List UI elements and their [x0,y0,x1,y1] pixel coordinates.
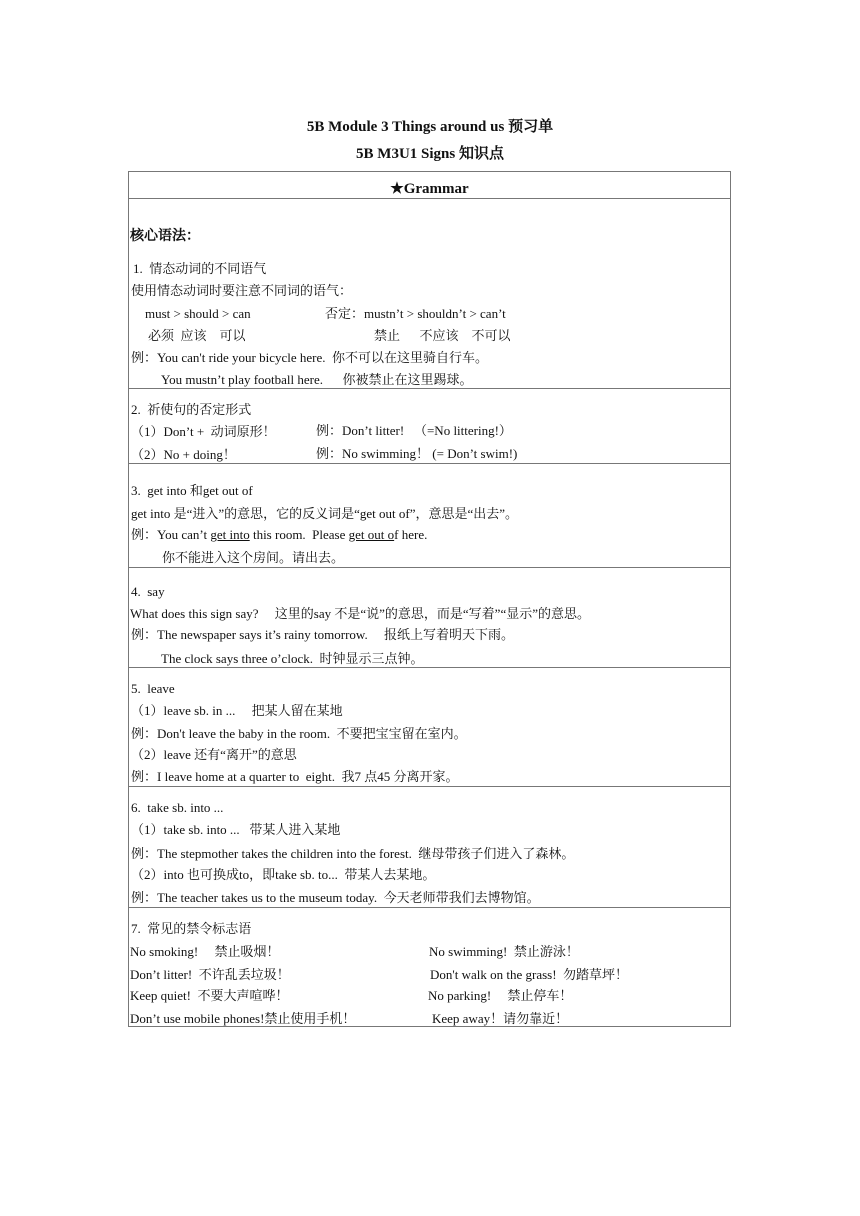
s5-heading: 5. leave [131,681,175,696]
s5-point-2: （2）leave 还有“离开”的意思 [131,747,297,762]
s6-point-2: （2）into 也可换成to，即take sb. to... 带某人去某地。 [131,867,436,882]
sign-dont-use-phones: Don’t use mobile phones!禁止使用手机！ [130,1011,356,1026]
s5-point-1: （1）leave sb. in ... 把某人留在某地 [131,703,343,718]
core-grammar-label: 核心语法： [130,229,200,244]
s2-rule-2: （2）No + doing！ [131,447,236,462]
sign-no-parking: No parking! 禁止停车！ [428,988,573,1003]
grammar-header: ★Grammar [390,181,469,197]
s4-example-2: The clock says three o’clock. 时钟显示三点钟。 [161,651,424,666]
s5-example-1: 例：Don't leave the baby in the room. 不要把宝宝留在室内。 [131,726,467,741]
grammar-table [128,171,731,1027]
s2-example-2: 例：No swimming！ (= Don’t swim!) [316,446,518,461]
s2-heading: 2. 祈使句的否定形式 [131,402,252,417]
divider [129,907,730,908]
s1-intro: 使用情态动词时要注意不同词的语气： [131,283,353,298]
s6-heading: 6. take sb. into ... [131,800,224,815]
s3-heading: 3. get into 和get out of [131,483,253,498]
s1-heading: 1. 情态动词的不同语气 [133,261,267,276]
divider [129,667,730,668]
s1-negative-meaning: 禁止 不应该 不可以 [374,328,511,343]
s4-example-1: 例：The newspaper says it’s rainy tomorrow. 报纸上写着明天下雨。 [131,627,514,642]
s7-heading: 7. 常见的禁令标志语 [131,921,252,936]
divider [129,198,730,199]
s2-example-1: 例：Don’t litter! （=No littering!） [316,423,512,438]
sign-no-swimming: No swimming! 禁止游泳！ [429,944,579,959]
s4-explanation: What does this sign say? 这里的say 不是“说”的意思，而是“写着”“显示”的意思。 [130,606,590,621]
divider [129,786,730,787]
s3-example: 例：You can’t get into this room. Please get out of here. [131,527,428,542]
divider [129,463,730,464]
divider [129,567,730,568]
s6-example-2: 例：The teacher takes us to the museum today. 今天老师带我们去博物馆。 [131,890,540,905]
s6-point-1: （1）take sb. into ... 带某人进入某地 [131,822,341,837]
s5-example-2: 例：I leave home at a quarter to eight. 我7 点45 分离开家。 [131,769,459,784]
s3-explanation: get into 是“进入”的意思，它的反义词是“get out of”，意思是“出去”。 [131,506,519,521]
sign-dont-walk-on-grass: Don't walk on the grass! 勿踏草坪！ [430,967,629,982]
document-title: 5B Module 3 Things around us 预习单 [306,119,554,135]
divider [129,388,730,389]
s3-example-translation: 你不能进入这个房间。请出去。 [162,550,345,565]
sign-keep-quiet: Keep quiet! 不要大声喧哗！ [130,988,289,1003]
s1-example-1: 例：You can't ride your bicycle here. 你不可以在这里骑自行车。 [131,350,489,365]
s1-modal-meaning: 必须 应该 可以 [148,328,246,343]
document-subtitle: 5B M3U1 Signs 知识点 [356,146,504,162]
sign-no-smoking: No smoking! 禁止吸烟！ [130,944,280,959]
s6-example-1: 例：The stepmother takes the children into the forest. 继母带孩子们进入了森林。 [131,846,575,861]
s4-heading: 4. say [131,584,165,599]
s1-modal-order: must > should > can [145,306,251,321]
s2-rule-1: （1）Don’t + 动词原形！ [131,424,276,439]
s1-negative-order: 否定：mustn’t > shouldn’t > can’t [325,306,506,321]
sign-dont-litter: Don’t litter! 不许乱丢垃圾！ [130,967,290,982]
s1-example-2: You mustn’t play football here. 你被禁止在这里踢球。 [161,372,473,387]
sign-keep-away: Keep away！请勿靠近！ [432,1011,569,1026]
